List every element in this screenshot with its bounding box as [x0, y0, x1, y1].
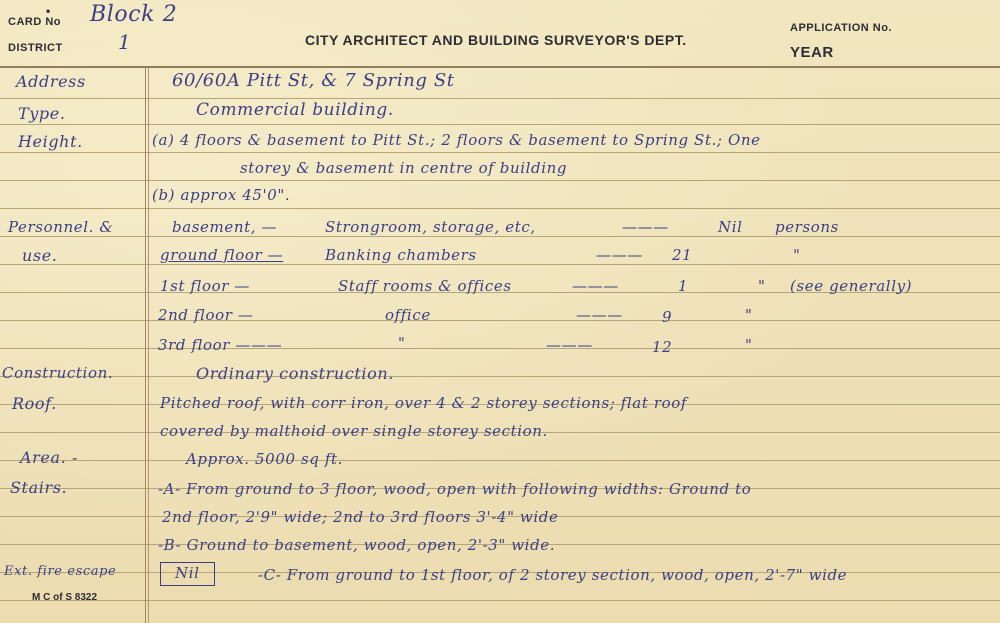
personnel-count: 9: [662, 308, 673, 326]
card-no-label: CARD No: [8, 16, 61, 28]
label-use: use.: [22, 246, 58, 265]
card-no-value: Block 2: [90, 2, 178, 27]
margin-line: [145, 68, 146, 623]
personnel-unit: ": [758, 277, 766, 295]
label-personnel: Personnel. &: [8, 218, 114, 236]
entry-area: Approx. 5000 sq ft.: [186, 450, 343, 468]
entry-fire-escape-c: -C- From ground to 1st floor, of 2 storey section, wood, open, 2'-7" wide: [258, 566, 848, 584]
district-label: DISTRICT: [8, 42, 63, 54]
label-address: Address: [16, 72, 86, 91]
fire-escape-box: Nil: [160, 562, 215, 586]
personnel-count: 1: [678, 277, 689, 295]
personnel-count: 21: [672, 246, 693, 264]
personnel-dash: ———: [576, 306, 623, 324]
personnel-unit: ": [745, 306, 753, 324]
ruled-line: [0, 208, 1000, 209]
entry-address: 60/60A Pitt St, & 7 Spring St: [172, 70, 455, 91]
header-rule: [0, 66, 1000, 68]
bullet-icon: •: [46, 4, 51, 18]
ruled-line: [0, 376, 1000, 377]
entry-construction: Ordinary construction.: [196, 364, 394, 383]
label-stairs: Stairs.: [10, 478, 68, 497]
ruled-line: [0, 600, 1000, 601]
personnel-note: (see generally): [790, 277, 913, 295]
ruled-line: [0, 236, 1000, 237]
personnel-use: ": [398, 334, 406, 352]
ruled-line: [0, 98, 1000, 99]
ruled-line: [0, 348, 1000, 349]
personnel-use: Strongroom, storage, etc,: [325, 218, 536, 236]
personnel-use: office: [385, 306, 431, 324]
ruled-line: [0, 152, 1000, 153]
entry-height-a-line2: storey & basement in centre of building: [240, 159, 568, 177]
label-type: Type.: [18, 104, 66, 123]
year-label: YEAR: [790, 44, 834, 61]
personnel-dash: ———: [596, 246, 643, 264]
personnel-dash: ———: [546, 336, 593, 354]
margin-line-red: [148, 68, 149, 623]
form-code: M C of S 8322: [32, 592, 98, 603]
label-fire-escape: Ext. fire escape: [4, 564, 117, 579]
personnel-unit: ": [745, 336, 753, 354]
personnel-floor: 1st floor —: [160, 277, 250, 295]
application-label: APPLICATION No.: [790, 22, 893, 34]
personnel-floor: 3rd floor ———: [158, 336, 283, 354]
personnel-floor: 2nd floor —: [158, 306, 254, 324]
ruled-line: [0, 124, 1000, 125]
district-value: 1: [118, 30, 132, 54]
personnel-unit: persons: [775, 218, 839, 236]
entry-roof-line1: Pitched roof, with corr iron, over 4 & 2 storey sections; flat roof: [160, 394, 688, 412]
department-title: CITY ARCHITECT AND BUILDING SURVEYOR'S DEPT.: [305, 32, 687, 48]
label-roof: Roof.: [12, 394, 57, 413]
ruled-line: [0, 320, 1000, 321]
personnel-unit: ": [793, 246, 801, 264]
label-construction: Construction.: [2, 364, 114, 382]
personnel-use: Staff rooms & offices: [338, 277, 512, 295]
ruled-line: [0, 460, 1000, 461]
personnel-floor: basement, —: [172, 218, 278, 236]
entry-height-b: (b) approx 45'0".: [152, 186, 291, 204]
personnel-use: Banking chambers: [325, 246, 477, 264]
entry-stairs-a-line2: 2nd floor, 2'9" wide; 2nd to 3rd floors 3'-4" wide: [162, 508, 559, 526]
label-area: Area. -: [20, 448, 78, 467]
ruled-line: [0, 180, 1000, 181]
entry-stairs-b: -B- Ground to basement, wood, open, 2'-3" wide.: [158, 536, 556, 554]
entry-type: Commercial building.: [196, 100, 394, 120]
personnel-dash: ———: [622, 218, 669, 236]
personnel-count: Nil: [718, 218, 743, 236]
label-height: Height.: [18, 132, 83, 151]
entry-height-a-line1: (a) 4 floors & basement to Pitt St.; 2 floors & basement to Spring St.; One: [152, 131, 761, 149]
personnel-dash: ———: [572, 277, 619, 295]
entry-stairs-a-line1: -A- From ground to 3 floor, wood, open with following widths: Ground to: [158, 480, 752, 498]
personnel-count: 12: [652, 338, 673, 356]
ruled-line: [0, 264, 1000, 265]
personnel-floor: ground floor —: [160, 246, 284, 264]
entry-roof-line2: covered by malthoid over single storey section.: [160, 422, 548, 440]
